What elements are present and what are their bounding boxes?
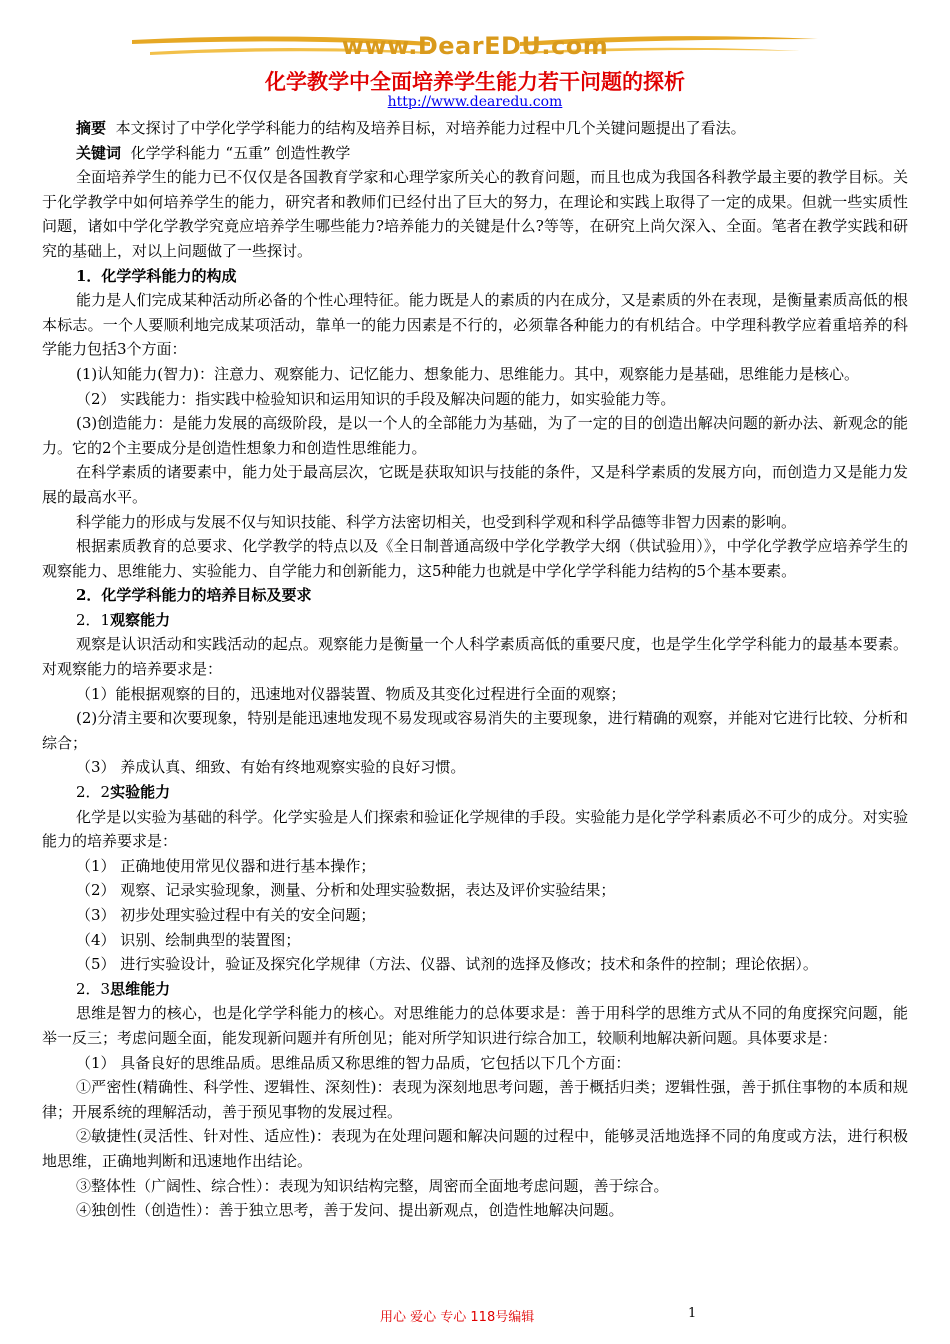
list-item: （2） 观察、记录实验现象，测量、分析和处理实验数据，表达及评价实验结果； — [76, 881, 616, 900]
abstract — [42, 116, 908, 141]
list-item: （3） 养成认真、细致、有始有终地观察实验的良好习惯。 — [76, 758, 466, 777]
site-logo: www.DearEDU.com — [341, 32, 609, 60]
list-item: （3） 初步处理实验过程中有关的安全问题； — [76, 906, 376, 924]
article-body — [42, 116, 908, 1223]
page-title: 化学教学中全面培养学生能力若干问题的探析 — [265, 70, 685, 94]
intro-paragraph: 全面培养学生的能力已不仅仅是各国教育学家和心理学家所关心的教育问题，而且也成为我国各科教学最主要的教学目标。关于化学教学中如何培养学生的能力，研究者和教师们已经付出了巨大的努力，在理论和实践上取得了一定的成果。但就一些实质性问题，诸如中学化学教学究竟应培养学生哪些能力?培养能力的关键是什么?等等，在研究上尚欠深入、全面。笔者在教学实践和研究的基础上，对以上问题做了一些探讨。 — [42, 168, 908, 260]
list-item: ④独创性（创造性）：善于独立思考，善于发问、提出新观点，创造性地解决问题。 — [76, 1201, 624, 1220]
paragraph: 化学是以实验为基础的科学。化学实验是人们探索和验证化学规律的手段。实验能力是化学学科素质必不可少的成分。对实验能力的培养要求是： — [42, 807, 908, 851]
list-item: （1） 具备良好的思维品质。思维品质又称思维的智力品质，它包括以下几个方面： — [76, 1053, 631, 1072]
list-item: ①严密性(精确性、科学性、逻辑性、深刻性)：表现为深刻地思考问题，善于概括归类；逻辑性强，善于抓住事物的本质和规律；开展系统的理解活动，善于预见事物的发展过程。 — [42, 1078, 908, 1121]
footer-note: 用心 爱心 专心 118号编辑 — [380, 1310, 535, 1325]
paragraph: 科学能力的形成与发展不仅与知识技能、科学方法密切相关，也受到科学观和科学品德等非智力因素的影响。 — [76, 512, 797, 531]
keywords — [42, 141, 908, 166]
subsection-heading — [42, 608, 908, 633]
keywords-text: 化学学科能力 “五重” 创造性教学 — [130, 143, 351, 162]
section-heading-2: 2．化学学科能力的培养目标及要求 — [76, 586, 312, 605]
list-item: （1）能根据观察的目的，迅速地对仪器装置、物质及其变化过程进行全面的观察； — [76, 684, 626, 703]
subsection-heading — [42, 977, 908, 1002]
subsection-number: 2．3 — [76, 979, 111, 998]
list-item: ②敏捷性(灵活性、针对性、适应性)：表现为在处理问题和解决问题的过程中，能够灵活地选择不同的角度或方法，进行积极地思维，正确地判断和迅速地作出结论。 — [42, 1127, 908, 1170]
paragraph: 思维是智力的核心，也是化学学科能力的核心。对思维能力的总体要求是：善于用科学的思维方式从不同的角度探究问题，能举一反三；考虑问题全面，能发现新问题并有所创见；能对所学知识进行综合加工，较顺利地解决新问题。具体要求是： — [42, 1004, 908, 1047]
site-link[interactable]: http://www.dearedu.com — [387, 94, 563, 110]
list-item: (3)创造能力：是能力发展的高级阶段，是以一个人的全部能力为基础，为了一定的目的创造出解决问题的新办法、新观念的能力。它的2个主要成分是创造性想象力和创造性思维能力。 — [42, 414, 908, 457]
page-number: 1 — [688, 1306, 697, 1321]
abstract-text: 本文探讨了中学化学学科能力的结构及培养目标，对培养能力过程中几个关键问题提出了看法。 — [115, 119, 746, 137]
subsection-title: 思维能力 — [110, 979, 171, 998]
subsection-title: 实验能力 — [110, 783, 171, 802]
keywords-label: 关键词 — [76, 143, 122, 162]
subsection-number: 2．2 — [76, 783, 111, 802]
list-item: ③整体性（广阔性、综合性）：表现为知识结构完整，周密而全面地考虑问题，善于综合。 — [76, 1176, 669, 1195]
subsection-heading — [42, 780, 908, 805]
paragraph: 在科学素质的诸要素中，能力处于最高层次，它既是获取知识与技能的条件，又是科学素质的发展方向，而创造力又是能力发展的最高水平。 — [42, 463, 908, 506]
paragraph: 根据素质教育的总要求、化学教学的特点以及《全日制普通高级中学化学教学大纲（供试验用）》，中学化学教学应培养学生的观察能力、思维能力、实验能力、自学能力和创新能力，这5种能力也就是中学化学学科能力结构的5个基本要素。 — [42, 537, 908, 580]
list-item: (1)认知能力(智力)：注意力、观察能力、记忆能力、想象能力、思维能力。其中，观察能力是基础，思维能力是核心。 — [76, 364, 859, 383]
subsection-number: 2．1 — [76, 610, 111, 629]
list-item: （2） 实践能力：指实践中检验知识和运用知识的手段及解决问题的能力，如实验能力等。 — [76, 389, 676, 408]
section-heading-1: 1．化学学科能力的构成 — [76, 266, 237, 285]
list-item: （1） 正确地使用常见仪器和进行基本操作； — [76, 856, 376, 875]
subsection-title: 观察能力 — [110, 610, 171, 629]
list-item: (2)分清主要和次要现象，特别是能迅速地发现不易发现或容易消失的主要现象，进行精确的观察，并能对它进行比较、分析和综合； — [42, 709, 908, 752]
list-item: （4） 识别、绘制典型的装置图； — [76, 930, 301, 949]
abstract-label: 摘要 — [76, 119, 107, 137]
paragraph: 能力是人们完成某种活动所必备的个性心理特征。能力既是人的素质的内在成分，又是素质的外在表现，是衡量素质高低的根本标志。一个人要顺利地完成某项活动，靠单一的能力因素是不行的，必须靠各种能力的有机结合。中学理科教学应着重培养的科学能力包括3个方面： — [42, 291, 908, 359]
paragraph: 观察是认识活动和实践活动的起点。观察能力是衡量一个人科学素质高低的重要尺度，也是学生化学学科能力的最基本要素。对观察能力的培养要求是： — [42, 635, 908, 679]
list-item: （5） 进行实验设计，验证及探究化学规律（方法、仪器、试剂的选择及修改；技术和条件的控制；理论依据）。 — [76, 955, 818, 974]
